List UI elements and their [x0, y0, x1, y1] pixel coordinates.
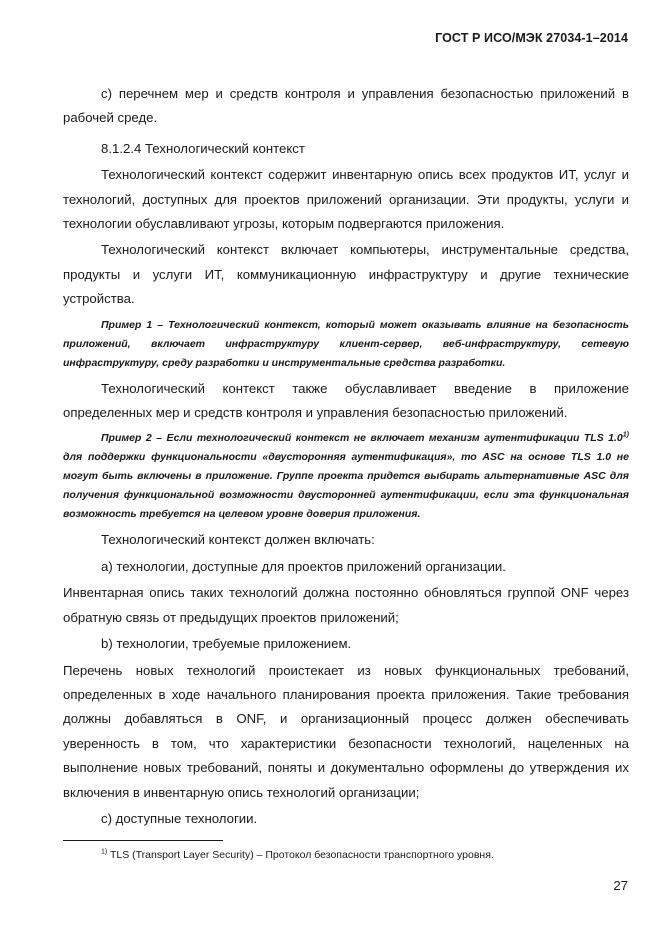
paragraph-inventory: Технологический контекст содержит инвентарную опись всех продуктов ИТ, услуг и технологий, доступных для проектов приложений организации. Эти продукты, услуги и технологии обуславливают угрозы, которым подвергаются приложения. — [63, 167, 629, 232]
list-item-c-available: c) доступные технологии. — [101, 810, 258, 826]
footnote — [101, 849, 494, 861]
footnote-text: TLS (Transport Layer Security) – Протокол безопасности транспортного уровня. — [107, 849, 494, 861]
example-2 — [63, 429, 629, 524]
footnote-reference: 1) — [622, 431, 629, 439]
example-2-text-start: Пример 2 – Если технологический контекст не включает механизм аутентификации TLS 1.0 — [101, 432, 623, 445]
paragraph-also: Технологический контекст также обуславливает введение в приложение определенных мер и средств контроля и управления безопасностью приложений. — [63, 380, 629, 421]
section-heading: 8.1.2.4 Технологический контекст — [101, 140, 305, 156]
page-number: 27 — [613, 878, 628, 893]
footnote-marker: 1) — [101, 848, 108, 856]
main-text — [63, 82, 629, 831]
paragraph-inventory-update: Инвентарная опись таких технологий должна постоянно обновляться группой ONF через обратную связь от предыдущих проектов приложений; — [63, 585, 629, 625]
paragraph-includes: Технологический контекст включает компьютеры, инструментальные средства, продукты и услуги ИТ, коммуникационную инфраструктуру и другие технические устройства. — [63, 242, 629, 307]
example-2-text-end: для поддержки функциональности «двусторонняя аутентификация», то ASC на основе TLS 1.0 не могут быть включены в приложение. Группе проекта придется выбирать альтернативные ASC для получения функциональной возможности двусторонней аутентификации, если эта функциональная возможность требуется на целевом уровне доверия приложения. — [63, 451, 629, 521]
list-item-b: b) технологии, требуемые приложением. — [101, 636, 352, 652]
paragraph-must-include: Технологический контекст должен включать: — [101, 532, 375, 548]
document-code-header: ГОСТ Р ИСО/МЭК 27034-1–2014 — [435, 31, 628, 45]
list-item-a: a) технологии, доступные для проектов приложений организации. — [101, 558, 506, 574]
list-item-c-controls: c) перечнем мер и средств контроля и управления безопасностью приложений в рабочей среде. — [63, 86, 629, 126]
footnote-separator — [63, 840, 223, 841]
example-1: Пример 1 – Технологический контекст, который может оказывать влияние на безопасность приложений, включает инфраструктуру клиент-сервер, веб-инфраструктуру, сетевую инфраструктуру, среду разработки и инструментальные средства разработки. — [63, 318, 629, 369]
paragraph-new-technologies: Перечень новых технологий проистекает из новых функциональных требований, определенных в ходе начального планирования проекта приложения. Такие требования должны добавляться в ONF, и организационный процесс должен обеспечивать уверенность в том, что характеристики безопасности технологий, нацеленных на выполнение новых требований, поняты и документально оформлены до утверждения их включения в инвентарную опись технологий организации; — [63, 662, 629, 800]
